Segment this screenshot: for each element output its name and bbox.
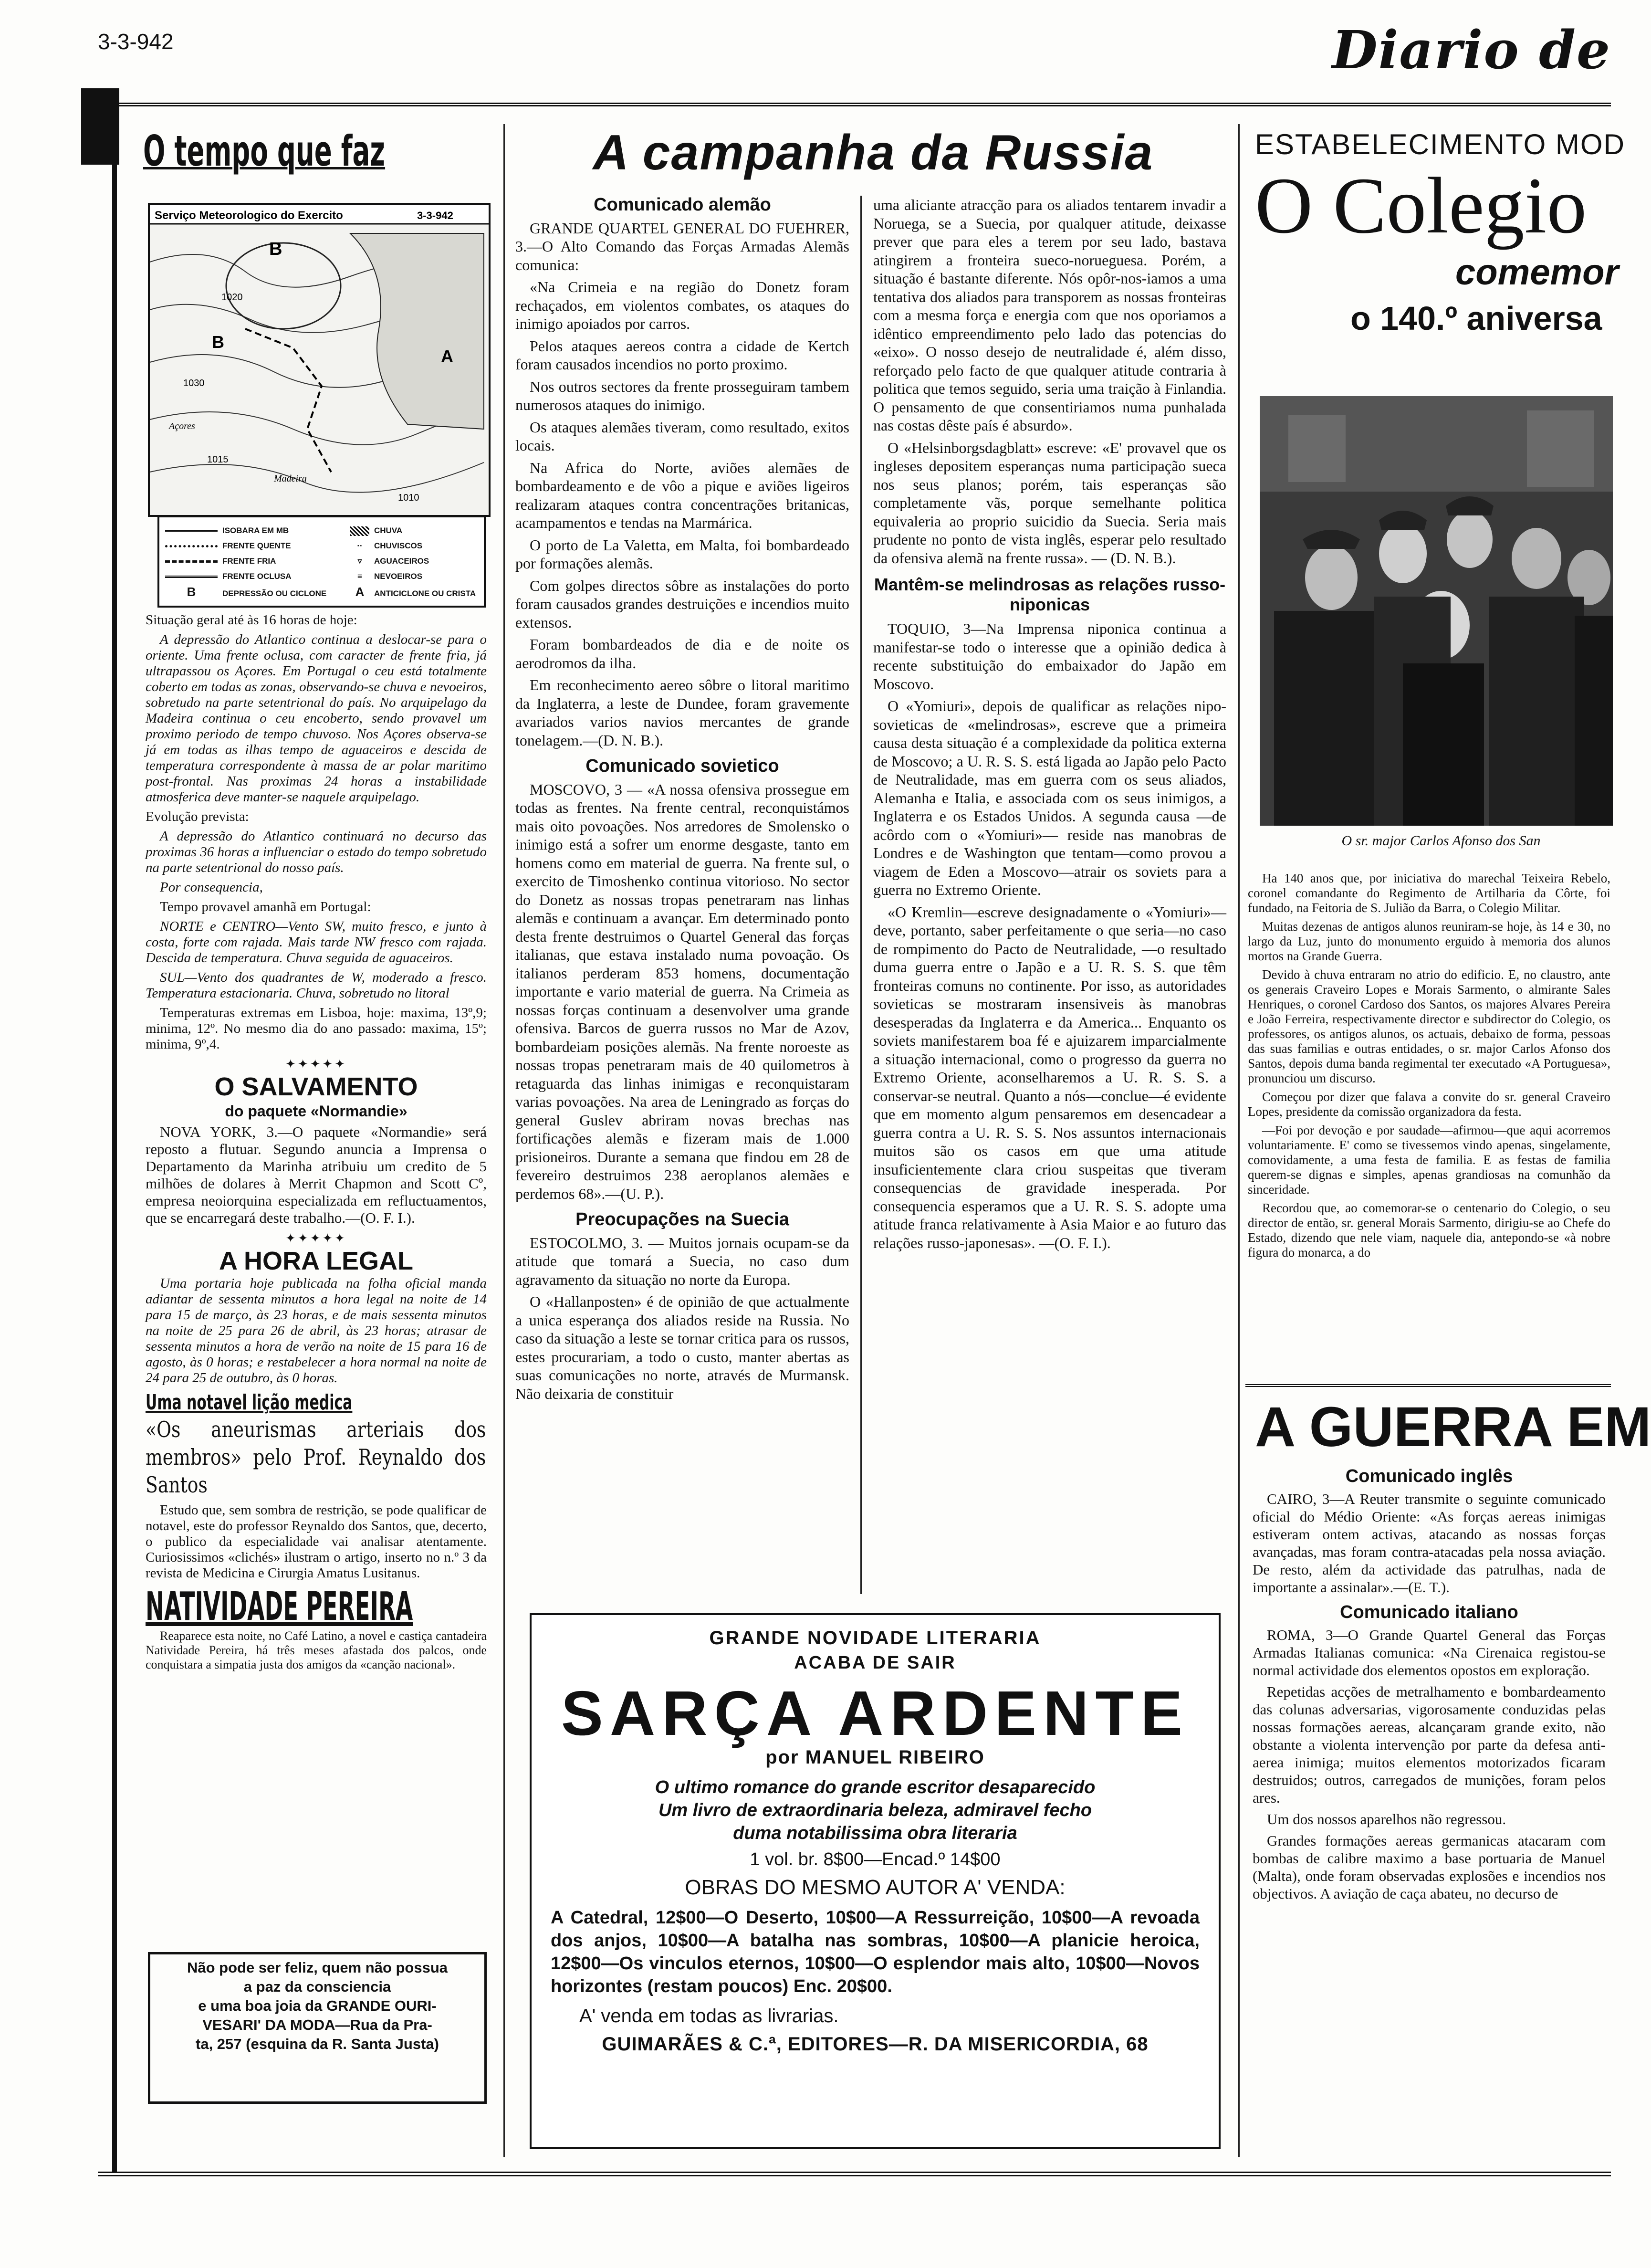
map-header: Serviço Meteorologico do Exercito xyxy=(155,209,343,222)
paragraph: CAIRO, 3—A Reuter transmite o seguinte comunicado oficial do Médio Oriente: «As forças aereas inimigas estiveram ontem activas, atacando as nossas forças avançadas, mas foram contra-atacadas pela nossa aviação. De resto, além da actividade das patrulhas, nada de importante a assinalar».—(E. T.). xyxy=(1253,1491,1606,1596)
paragraph: Nos outros sectores da frente prosseguiram tambem numerosos ataques do inimigo. xyxy=(515,378,849,413)
paragraph: O «Hallanposten» é de opinião de que actualmente a unica esperança dos aliados reside na Russia. No caso da situação a leste se tornar critica para os russos, estes procurariam, a todo o custo, manter abertas as suas comunicações no norte, através de Murmansk. Não deixaria de constituir xyxy=(515,1293,849,1402)
hora-legal-text: Uma portaria hoje publicada na folha oficial manda adiantar de sessenta minutos a hora legal na noite de 14 para 15 de março, às 23 horas, e de mais sessenta minutos na noite de 25 para 26 de abril, às 23 horas; atrasar de sessenta minutos a hora de verão na noite de 15 para 16 de agosto, às 0 horas; e restabelecer a hora normal na noite de 24 para 25 de outubro, às 0 horas. xyxy=(146,1276,487,1386)
licao-text: Estudo que, sem sombra de restrição, se pode qualificar de notavel, este do professor Reynaldo dos Santos, que, decerto, o publico da especialidade vai analisar atentamente. Curiosissimos «clichés» ilustram o artigo, inserto no n.º 3 da revista de Medicina e Cirurgia Amatus Lusitanus. xyxy=(146,1502,487,1581)
paragraph: —Foi por devoção e por saudade—afirmou—que aqui acorremos voluntariamente. E' como se tivessemos vindo apenas, singelamente, comovidamente, a uma festa de familia. E as festas de familia querem-se dignas e simples, apenas grandiosas na comunhão da sinceridade. xyxy=(1248,1123,1610,1197)
situacao-label: Situação geral até às 16 horas de hoje: xyxy=(146,612,357,628)
natividade-title: NATIVIDADE PEREIRA xyxy=(146,1584,413,1629)
paragraph: TOQUIO, 3—Na Imprensa niponica continua a manifestar-se todo o interesse que a opinião dedica à recente substituição do embaixador do Japão em Moscovo. xyxy=(873,620,1226,693)
salvamento-text: NOVA YORK, 3.—O paquete «Normandie» será reposto a flutuar. Segundo anuncia a Imprensa o Departamento da Marinha atribuiu um credito de 5 milhões de dolares à Merrit Chapmon and Scott Cº, empresa neoiorquina especializada em refluctuamentos, que se encarregará deste trabalho.—(O. F. I.). xyxy=(146,1124,487,1226)
weather-title: O tempo que faz xyxy=(143,126,386,176)
legend-item: FRENTE QUENTE xyxy=(165,538,326,554)
ad-line: VESARI' DA MODA—Rua da Pra- xyxy=(202,2016,432,2033)
left-rule xyxy=(112,110,117,2172)
book-advertisement xyxy=(530,1613,1221,2149)
photo-caption: O sr. major Carlos Afonso dos San xyxy=(1341,833,1541,849)
paragraph: O porto de La Valetta, em Malta, foi bombardeado por formações alemãs. xyxy=(515,536,849,572)
colegio-subtitle-2: o 140.º aniversa xyxy=(1350,300,1602,337)
forecast-norte: NORTE e CENTRO—Vento SW, muito fresco, e junto à costa, forte com rajada. Mais tarde NW fresco com rajada. Descida de temperatura. Chuva seguida de aguaceiros. xyxy=(146,919,487,966)
paragraph: Grandes formações aereas germanicas atacaram com bombas de calibre maximo a base portuaria de Manuel (Malta), onde foram observadas explosões e incendios nos objectivos. A aviação de caça abateu, no decurso de xyxy=(1253,1832,1606,1902)
legend-item: ISOBARA EM MB xyxy=(165,523,326,538)
situacao-text: A depressão do Atlantico continua a deslocar-se para o oriente. Uma frente oclusa, com caracter de frente fria, já ultrapassou os Açores. Em Portugal o ceu está totalmente coberto em todas as zonas, observando-se chuva e nevoeiros, sobretudo na parte setentrional do país. No arquipelago da Madeira continua o ceu encoberto, sendo provavel um proximo periodo de tempo chuvoso. Nos Açores observa-se já em todas as ilhas tempo de aguaceiros e descida de temperatura correspondente à massa de ar polar maritimo post-frontal. Nas proximas 24 horas a instabilidade atmosferica deve manter-se naquele arquipelago. xyxy=(146,632,487,805)
evolucao-label: Evolução prevista: xyxy=(146,809,249,824)
ad-line: a paz da consciencia xyxy=(243,1978,391,1995)
paragraph: MOSCOVO, 3 — «A nossa ofensiva prossegue em todas as frentes. Na frente central, reconquistámos mais oito povoações. Nos arredores de Smolensko o inimigo está a sofrer um enorme desgaste, tanto em homens como em material de guerra. Na frente sul, o exercito de Timoshenko continua vitorioso. No sector do Donetz as nossas tropas penetraram nas linhas alemãs e continuam a avançar. Em determinado ponto desta frente destruimos o Quartel General das forças italianas, que estava instalado numa povoação. Os italianos perderam 853 homens, documentação importante e vario material de guerra. Na Crimeia as nossas forças continuam a desenvolver uma grande ofensiva. Barcos de guerra russos no Mar de Azov, bombardeiam posições alemãs. Na frente noroeste as nossas tropas penetraram mais de 40 quilometros à retaguarda das linhas inimigas e reconquistaram varias povoações. Na area de Leningrado as forças do general Guslev abriram novas brechas nas fortificações alemãs e fizeram mais de 1.000 prisioneiros. Durante a semana que findou em 28 de fevereiro destruimos 238 aeroplanos alemães e perdemos 68».—(U. P.). xyxy=(515,780,849,1202)
russia-col-b xyxy=(873,196,1226,1256)
book-desc: Um livro de extraordinaria beleza, admiravel fecho xyxy=(658,1800,1092,1820)
tempo-provavel: Tempo provavel amanhã em Portugal: xyxy=(160,899,371,914)
map-label: 1030 xyxy=(183,378,205,388)
book-desc: duma notabilissima obra literaria xyxy=(733,1823,1017,1843)
paragraph: Em reconhecimento aereo sôbre o litoral maritimo da Inglaterra, a leste de Dundee, foram gravemente avariados varios navios mercantes de grande tonelagem.—(D. N. B.). xyxy=(515,676,849,749)
temperaturas: Temperaturas extremas em Lisboa, hoje: maxima, 13º,9; minima, 12º. No mesmo dia do ano passado: maxima, 15º; minima, 9º,4. xyxy=(146,1005,487,1052)
paragraph: Pelos ataques aereos contra a cidade de Kertch foram causados incendios no porto proximo. xyxy=(515,337,849,373)
issue-date: 3-3-942 xyxy=(98,29,174,54)
photo-image xyxy=(1260,396,1613,826)
paragraph: Devido à chuva entraram no atrio do edificio. E, no claustro, ante os generais Craveiro Lopes e Morais Sarmento, o almirante Sales Henriques, o coronel Cardoso dos Santos, os majores Alvares Pereira e João Ferreira, respectivamente director e subdirector do Colegio, os professores, os antigos alunos, os actuais, debaixo de forma, pessoas das suas familias e outras entidades, o sr. major Carlos Afonso dos Santos, depois duma banda regimental ter executado «A Portuguesa», pronunciou um discurso. xyxy=(1248,967,1610,1085)
ad-subkicker: ACABA DE SAIR xyxy=(794,1653,956,1673)
guerra-text xyxy=(1253,1468,1606,1906)
legend-item: FRENTE FRIA xyxy=(165,554,326,569)
paragraph: Começou por dizer que falava a convite do sr. general Craveiro Lopes, presidente da comissão organizadora da festa. xyxy=(1248,1090,1610,1119)
paragraph: GRANDE QUARTEL GENERAL DO FUEHRER, 3.—O Alto Comando das Forças Armadas Alemãs comunica: xyxy=(515,219,849,273)
map-label: B xyxy=(269,239,282,259)
legend-item: A ANTICICLONE OU CRISTA xyxy=(355,585,476,599)
bottom-rule xyxy=(98,2172,1611,2176)
ingles-head: Comunicado inglês xyxy=(1345,1466,1513,1486)
alemao-head: Comunicado alemão xyxy=(594,195,771,215)
other-works-head: OBRAS DO MESMO AUTOR A' VENDA: xyxy=(685,1876,1066,1899)
colegio-subtitle: comemor xyxy=(1455,252,1619,293)
paragraph: O «Helsinborgsdagblatt» escreve: «E' provavel que os ingleses depositem esperanças numa participação sueca nos seus planos; porém, tais esperanças são completamente vãs, porque semelhante politica equivaleria ao proprio suicidio da Suecia. Seria mais prudente no ponto de vista inglês, esperar pelo resultado da ofensiva alemã na frente russa». — (D. N. B.). xyxy=(873,439,1226,567)
guerra-rule xyxy=(1245,1384,1611,1387)
evolucao-text: A depressão do Atlantico continuará no decurso das proximas 36 horas a influenciar o estado do tempo sobretudo na parte setentrional do nosso país. xyxy=(146,829,487,875)
colegio-photo xyxy=(1260,396,1613,826)
map-label: 1010 xyxy=(398,493,419,503)
map-label: 1020 xyxy=(221,292,243,303)
consequencia: Por consequencia, xyxy=(160,880,263,895)
book-author: por MANUEL RIBEIRO xyxy=(765,1747,985,1768)
paragraph: Os ataques alemães tiveram, como resultado, exitos locais. xyxy=(515,418,849,454)
guerra-headline: A GUERRA EM xyxy=(1255,1396,1651,1459)
map-legend xyxy=(157,515,486,608)
ad-line: e uma boa joia da GRANDE OURI- xyxy=(198,1997,437,2014)
column-rule xyxy=(860,196,862,1594)
legend-item: ·· CHUVISCOS xyxy=(357,541,423,550)
paragraph: Na Africa do Norte, aviões alemães de bombardeamento e de vôo a pique e aviões ligeiros realizaram ataques contra concentrações britanicas, acampamentos e tendas na Marmárica. xyxy=(515,459,849,531)
legend-item: CHUVA xyxy=(350,523,476,538)
paragraph: Muitas dezenas de antigos alunos reuniram-se hoje, às 14 e 30, no largo da Luz, junto do monumento erguido à memoria dos alunos mortos na Grande Guerra. xyxy=(1248,919,1610,963)
map-label: A xyxy=(441,346,453,366)
map-label: Madeira xyxy=(274,473,307,484)
book-price: 1 vol. br. 8$00—Encad.º 14$00 xyxy=(750,1849,1001,1869)
natividade-text: Reaparece esta noite, no Café Latino, a novel e castiça cantadeira Natividade Pereira, há três meses afastada dos palcos, onde conquistara a simpatia justa dos amigos da «canção nacional». xyxy=(146,1629,487,1671)
paragraph: uma aliciante atracção para os aliados tentarem invadir a Noruega, se a Suecia, por qualquer atitude, deixasse prever que para eles a terem por seu lado, bastava atingirem a fronteira sueco-norueguesa. Porém, a situação é bastante diferente. Nós opôr-nos-iamos a uma tentativa dos aliados para transporem as nossas fronteiras com a mesma força e energia com que nos oporiamos a idêntico empreendimento pelo lado das potencias do «eixo». O nosso desejo de neutralidade é, além disso, reforçado pelo facto de que qualquer atitude contraria à politica que temos seguido, seria uma traição à Finlandia. O pensamento de que consentiriamos numa punhalada nas costas dêste país é absurdo». xyxy=(873,196,1226,434)
ad-line: Não pode ser feliz, quem não possua xyxy=(187,1959,448,1976)
russia-headline: A campanha da Russia xyxy=(593,125,1154,180)
paragraph: Com golpes directos sôbre as instalações do porto foram causados grandes destruições e incendios muito extensos. xyxy=(515,577,849,631)
legend-item: B DEPRESSÃO OU CICLONE xyxy=(187,585,327,599)
niponicas-head: Mantêm-se melindrosas as relações russo-niponicas xyxy=(874,575,1226,614)
ad-line: ta, 257 (esquina da R. Santa Justa) xyxy=(196,2036,439,2052)
hora-legal-title: A HORA LEGAL xyxy=(219,1247,413,1275)
russia-col-a xyxy=(515,196,849,1407)
jewelry-ad xyxy=(148,1952,487,2104)
column-rule xyxy=(503,124,505,2157)
colegio-text xyxy=(1248,871,1610,1264)
licao-label: Uma notavel lição medica xyxy=(146,1390,353,1415)
map-label: B xyxy=(212,332,224,352)
paragraph: ESTOCOLMO, 3. — Muitos jornais ocupam-se da atitude que tomará a Suecia, no caso dum agravamento da situação no norte da Europa. xyxy=(515,1234,849,1288)
salvamento-title: O SALVAMENTO xyxy=(214,1072,418,1101)
salvamento-subtitle: do paquete «Normandie» xyxy=(225,1102,408,1120)
sovietico-head: Comunicado sovietico xyxy=(585,756,779,776)
paragraph: Um dos nossos aparelhos não regressou. xyxy=(1267,1811,1506,1827)
ornament: ✦✦✦✦✦ xyxy=(285,1231,347,1245)
legend-item: ▿ AGUACEIROS xyxy=(357,556,429,566)
weather-text xyxy=(146,612,487,1676)
suecia-head: Preocupações na Suecia xyxy=(575,1209,789,1229)
paragraph: O «Yomiuri», depois de qualificar as relações nipo-sovieticas de «melindrosas», escreve que a primeira causa desta situação é a complexidade da politica externa de Moscovo; a U. R. S. S. está ligada ao Japão pelo Pacto de Neutralidade, mas em guerra com os seus aliados, Alemanha e Italia, e associada com os seus inimigos, a Inglaterra e os Estados Unidos. A segunda causa —de acôrdo com o «Yomiuri»— reside nas manobras de Londres e de Washington que tentam—como provou a viagem de Eden a Moscovo—atrair os soviets para a guerra no Extremo Oriente. xyxy=(873,697,1226,898)
paragraph: Ha 140 anos que, por iniciativa do marechal Teixeira Rebelo, coronel comandante do Regimento de Artilharia da Côrte, foi fundado, na Feitoria de S. Julião da Barra, o Colegio Militar. xyxy=(1248,871,1610,915)
column-rule xyxy=(1238,124,1240,2157)
map-label: 1015 xyxy=(207,454,229,465)
weather-map xyxy=(148,203,491,517)
weather-section xyxy=(143,125,496,178)
book-title: SARÇA ARDENTE xyxy=(561,1678,1190,1748)
paragraph: Recordou que, ao comemorar-se o centenario do Colegio, o seu director de então, sr. general Morais Sarmento, dirigiu-se ao Chefe do Estado, dizendo que nele viam, naquele dia, antepondo-se «à nobre figura do monarca, a do xyxy=(1248,1201,1610,1260)
book-desc: O ultimo romance do grande escritor desaparecido xyxy=(655,1777,1096,1797)
legend-item: ≡ NEVOEIROS xyxy=(357,572,423,581)
licao-title: «Os aneurismas arteriais dos membros» pelo Prof. Reynaldo dos Santos xyxy=(146,1417,486,1498)
paragraph: «O Kremlin—escreve designadamente o «Yomiuri»—deve, portanto, saber perfeitamente o que seria—no caso de rompimento do Pacto de Neutralidade, —o resultado duma guerra entre o Japão e a U. R. S. S. que têm fronteiras comuns no continente. Por isso, as autoridades sovieticas se mostraram insensiveis às manobras desesperadas da Inglaterra e da America... Enquanto os soviets manifestarem boa fé e ajuizarem imparcialmente a situação internacional, como o progresso da guerra no Extremo Oriente, aconselharemos a U. R. S. S. a conservar-se neutral. Quanto a nós—conclue—é evidente que em momento algum pensaremos em desencadear a guerra contra a U. R. S. S. Nos assuntos internacionais muitos são os casos em que uma atitude insuficientemente clara criou suspeitas que tiveram consequencias de gravidade inesperada. Por consequencia esperamos que a U. R. S. S. adopte uma atitude franca relativamente à Asia Maior e ao futuro das relações russo-japonesas». —(O. F. I.). xyxy=(873,903,1226,1251)
paragraph: Foram bombardeados de dia e de noite os aerodromos da ilha. xyxy=(515,636,849,672)
newspaper-name: Diario de xyxy=(1332,19,1611,81)
sale-note: A' venda em todas as livrarias. xyxy=(579,2006,839,2026)
publisher: GUIMARÃES & C.ª, EDITORES—R. DA MISERICORDIA, 68 xyxy=(602,2034,1149,2055)
ad-kicker: GRANDE NOVIDADE LITERARIA xyxy=(709,1628,1041,1648)
paragraph: «Na Crimeia e na região do Donetz foram rechaçados, em violentos combates, os ataques do inimigo apoiados por carros. xyxy=(515,278,849,332)
colegio-kicker: ESTABELECIMENTO MOD xyxy=(1255,128,1625,160)
weather-map-drawing xyxy=(150,205,489,515)
italiano-head: Comunicado italiano xyxy=(1340,1602,1518,1622)
top-rule xyxy=(98,103,1611,106)
map-date: 3-3-942 xyxy=(417,210,453,221)
colegio-section xyxy=(1255,126,1625,340)
map-label: Açores xyxy=(169,421,195,431)
paragraph: ROMA, 3—O Grande Quartel General das Forças Armadas Italianas comunica: «Na Cirenaica registou-se normal actividade dos elementos opostos em exploração. xyxy=(1253,1627,1606,1679)
forecast-sul: SUL—Vento dos quadrantes de W, moderado a fresco. Temperatura estacionaria. Chuva, sobretudo no litoral xyxy=(146,970,487,1001)
ornament: ✦✦✦✦✦ xyxy=(285,1057,347,1071)
other-works-list: A Catedral, 12$00—O Deserto, 10$00—A Ressurreição, 10$00—A revoada dos anjos, 10$00—A batalha nas sombras, 10$00—A planicie heroica, 12$00—Os vinculos eternos, 10$00—O esplendor mais alto, 10$00—Novos horizontes (restam poucos) Enc. 20$00. xyxy=(551,1908,1200,1996)
paragraph: Repetidas acções de metralhamento e bombardeamento das colunas adversarias, vigorosamente conduzidas pelas nossas formações aereas, alcançaram grande exito, não obstante a violenta intervenção por parte da defesa anti-aerea inimiga; muitos elementos motorizados ficaram destruidos; outros, carregados de munições, foram pelos ares. xyxy=(1253,1683,1606,1806)
colegio-title: O Colegio xyxy=(1255,161,1587,250)
legend-item: FRENTE OCLUSA xyxy=(165,569,326,584)
